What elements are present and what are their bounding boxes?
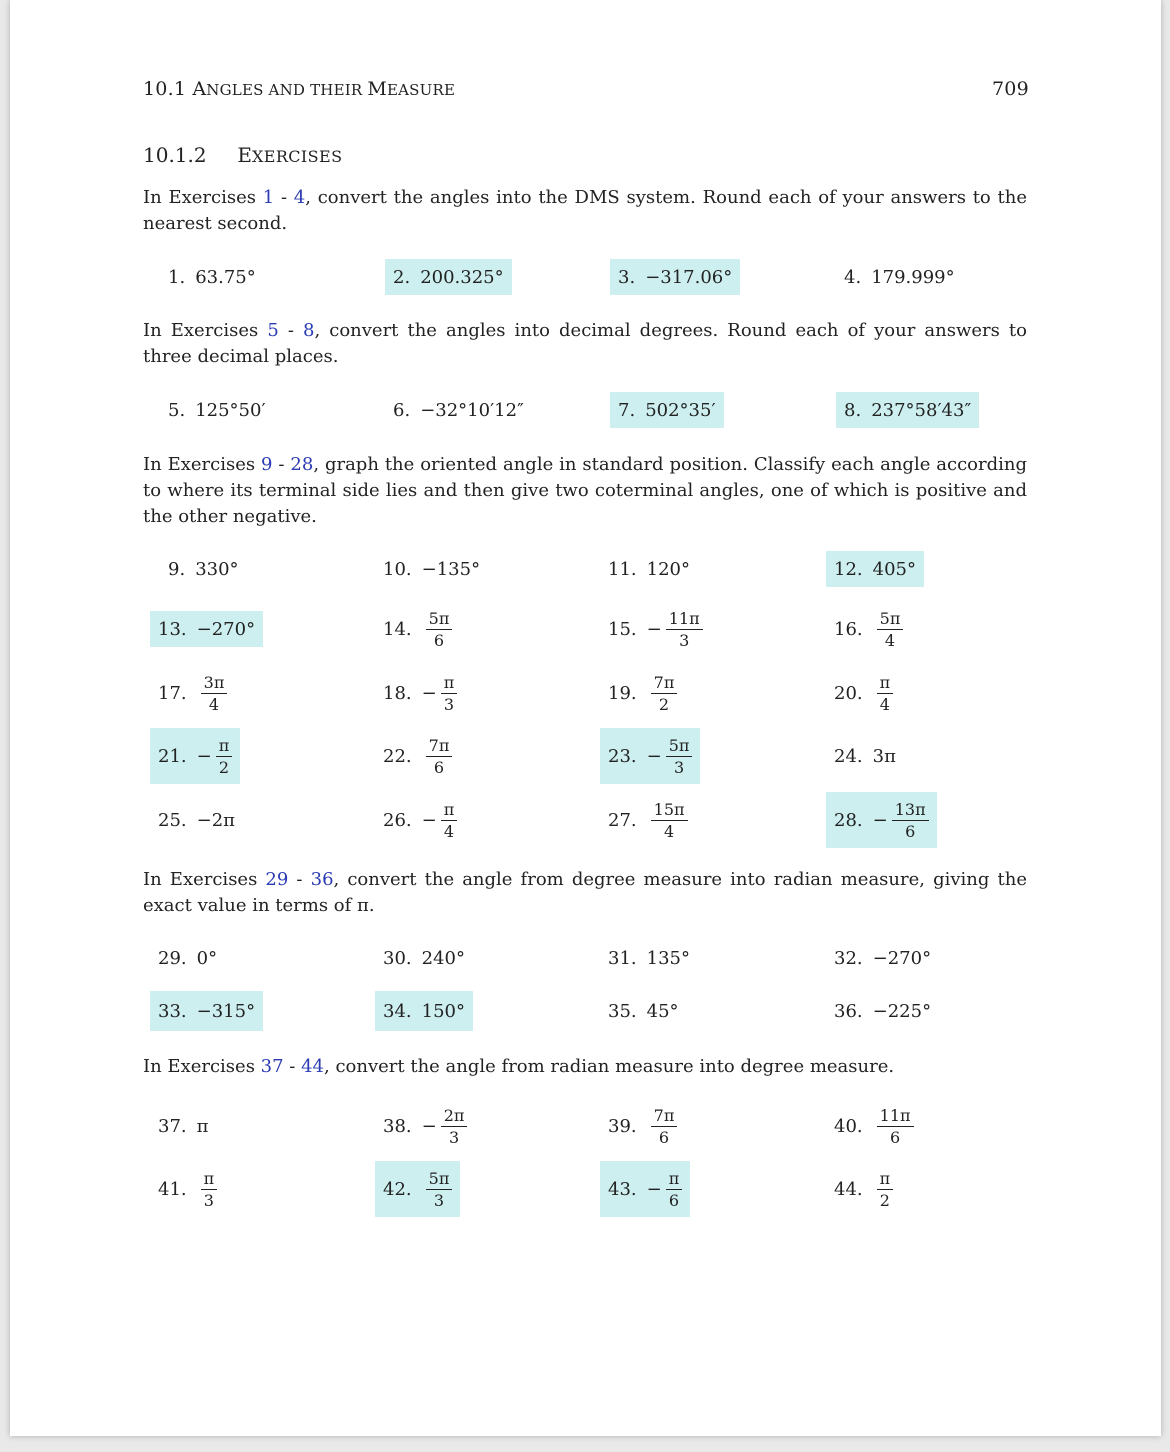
exercise-number: 6.: [393, 399, 411, 421]
fraction-numerator: π: [877, 1169, 894, 1190]
exercise-link-4[interactable]: 4: [293, 187, 306, 208]
instruction-text: , convert the angle from radian measure into degree measure.: [324, 1056, 895, 1077]
exercise-41: [158, 1161, 217, 1217]
instruction-dash: -: [272, 454, 291, 475]
exercise-17: [158, 665, 227, 721]
fraction-denominator: 3: [679, 630, 690, 650]
exercise-value: 150°: [421, 1000, 465, 1022]
exercise-number: 37.: [158, 1115, 187, 1137]
fraction-denominator: 6: [433, 630, 445, 650]
exercise-number: 20.: [834, 682, 863, 704]
exercise-fraction: [651, 1106, 678, 1147]
exercise-1: [168, 259, 256, 295]
exercise-sign: −: [646, 745, 662, 767]
exercise-sign: −: [196, 745, 212, 767]
exercise-fraction: [441, 673, 458, 714]
exercise-number: 21.: [158, 745, 187, 767]
fraction-denominator: 4: [663, 821, 675, 841]
exercise-number: 42.: [383, 1178, 412, 1200]
fraction-denominator: 2: [658, 694, 670, 714]
exercise-number: 35.: [608, 1000, 637, 1022]
exercise-27: [608, 792, 688, 848]
exercise-fraction: [426, 736, 453, 777]
exercise-11: [608, 551, 690, 587]
exercise-value: −270°: [872, 947, 932, 969]
exercise-number: 23.: [608, 745, 637, 767]
exercise-number: 30.: [383, 947, 412, 969]
exercise-2: [385, 259, 512, 295]
instruction-text: , convert the angles into the DMS system. Round each of your answers to the nearest second.: [143, 187, 1027, 234]
exercise-link-8[interactable]: 8: [303, 320, 315, 341]
exercise-value: 63.75°: [195, 266, 256, 288]
exercise-link-37[interactable]: 37: [260, 1056, 284, 1077]
exercise-number: 5.: [168, 399, 186, 421]
exercise-number: 36.: [834, 1000, 863, 1022]
exercise-fraction: [877, 609, 904, 650]
exercise-value: 125°50′: [195, 399, 266, 421]
exercise-number: 1.: [168, 266, 186, 288]
exercise-link-1[interactable]: 1: [262, 187, 275, 208]
instruction-text: In Exercises: [143, 320, 268, 341]
fraction-denominator: 6: [905, 821, 916, 841]
fraction-denominator: 3: [673, 757, 685, 777]
exercise-31: [608, 940, 690, 976]
exercise-18: [383, 665, 457, 721]
exercise-value: 0°: [196, 947, 218, 969]
subsection-number: 10.1.2: [143, 143, 207, 167]
exercise-22: [383, 728, 452, 784]
exercise-link-9[interactable]: 9: [261, 454, 273, 475]
exercise-number: 31.: [608, 947, 637, 969]
exercise-42: [375, 1161, 460, 1217]
exercise-value: 330°: [195, 558, 239, 580]
exercise-value: 200.325°: [420, 266, 504, 288]
exercise-number: 15.: [608, 618, 637, 640]
exercise-number: 13.: [158, 618, 187, 640]
exercise-number: 17.: [158, 682, 187, 704]
header-title-small-caps-tail: EASURE: [386, 81, 456, 99]
fraction-denominator: 3: [433, 1190, 445, 1210]
fraction-denominator: 6: [889, 1127, 901, 1147]
fraction-denominator: 6: [433, 757, 445, 777]
exercise-value: π: [196, 1115, 209, 1137]
header-section-number: 10.1: [143, 78, 187, 100]
exercise-number: 12.: [834, 558, 863, 580]
exercise-10: [383, 551, 480, 587]
exercise-4: [844, 259, 955, 295]
fraction-denominator: 3: [448, 1127, 460, 1147]
exercise-sign: −: [646, 618, 662, 640]
fraction-denominator: 4: [208, 694, 220, 714]
exercise-number: 38.: [383, 1115, 412, 1137]
exercise-29: [158, 940, 217, 976]
exercise-sign: −: [421, 1115, 437, 1137]
exercise-number: 22.: [383, 745, 412, 767]
instructions-exercises-37-44: [143, 1054, 1027, 1080]
exercise-number: 26.: [383, 809, 412, 831]
exercise-number: 27.: [608, 809, 637, 831]
exercise-number: 28.: [834, 809, 863, 831]
instruction-text: In Exercises: [143, 187, 263, 208]
exercise-number: 24.: [834, 745, 863, 767]
exercise-13: [150, 611, 263, 647]
exercise-30: [383, 940, 465, 976]
exercise-36: [834, 993, 931, 1029]
exercise-value: −32°10′12″: [420, 399, 524, 421]
exercise-value: −317.06°: [645, 266, 733, 288]
exercise-6: [393, 392, 524, 428]
exercise-link-28[interactable]: 28: [290, 454, 314, 475]
fraction-denominator: 3: [443, 694, 455, 714]
exercise-fraction: [201, 1169, 218, 1210]
exercise-8: [836, 392, 979, 428]
exercise-value: −270°: [196, 618, 256, 640]
fraction-numerator: π: [216, 736, 233, 757]
header-title-cap-a: A: [192, 78, 207, 100]
fraction-numerator: 5π: [426, 609, 453, 630]
exercise-number: 10.: [383, 558, 412, 580]
instruction-text: In Exercises: [143, 454, 262, 475]
exercise-14: [383, 601, 452, 657]
exercise-value: 179.999°: [871, 266, 955, 288]
exercise-value: 45°: [646, 1000, 679, 1022]
exercise-link-29[interactable]: 29: [265, 869, 289, 890]
exercise-number: 33.: [158, 1000, 187, 1022]
exercise-37: [158, 1108, 208, 1144]
exercise-5: [168, 392, 266, 428]
exercise-fraction: [651, 673, 678, 714]
subsection-heading: [143, 143, 342, 167]
instruction-text: , convert the angle from degree measure into radian measure, giving the exact value in terms of π.: [143, 869, 1027, 916]
exercise-number: 11.: [608, 558, 637, 580]
exercise-23: [600, 728, 700, 784]
exercise-44: [834, 1161, 893, 1217]
fraction-denominator: 3: [203, 1190, 214, 1210]
exercise-39: [608, 1098, 677, 1154]
exercise-20: [834, 665, 893, 721]
instruction-text: , convert the angles into decimal degrees. Round each of your answers to three decimal places.: [143, 320, 1027, 367]
exercise-number: 43.: [608, 1178, 637, 1200]
exercise-number: 8.: [844, 399, 862, 421]
exercise-fraction: [426, 1169, 453, 1210]
exercise-sign: −: [872, 809, 888, 831]
exercise-fraction: [441, 800, 458, 841]
exercise-7: [610, 392, 724, 428]
exercise-number: 34.: [383, 1000, 412, 1022]
fraction-numerator: 7π: [651, 1106, 678, 1127]
exercise-9: [168, 551, 239, 587]
header-title-cap-m: M: [367, 78, 387, 100]
exercise-value: 405°: [872, 558, 916, 580]
exercise-number: 39.: [608, 1115, 637, 1137]
exercise-15: [608, 601, 703, 657]
fraction-numerator: 11π: [877, 1106, 914, 1127]
exercise-number: 14.: [383, 618, 412, 640]
fraction-denominator: 4: [884, 630, 896, 650]
exercise-value: −2π: [196, 809, 236, 831]
instruction-dash: -: [274, 187, 294, 208]
fraction-numerator: 5π: [666, 736, 693, 757]
exercise-28: [826, 792, 937, 848]
fraction-denominator: 6: [668, 1190, 680, 1210]
instructions-exercises-5-8: [143, 318, 1027, 370]
exercise-34: [375, 991, 473, 1031]
fraction-numerator: 11π: [666, 609, 703, 630]
exercise-43: [600, 1161, 690, 1217]
exercise-link-44[interactable]: 44: [301, 1056, 325, 1077]
exercise-40: [834, 1098, 914, 1154]
instruction-dash: -: [288, 869, 311, 890]
fraction-denominator: 4: [879, 694, 890, 714]
exercise-number: 41.: [158, 1178, 187, 1200]
fraction-denominator: 2: [218, 757, 230, 777]
exercise-number: 2.: [393, 266, 411, 288]
exercise-number: 16.: [834, 618, 863, 640]
fraction-numerator: π: [201, 1169, 218, 1190]
exercise-sign: −: [646, 1178, 662, 1200]
exercise-number: 29.: [158, 947, 187, 969]
exercise-number: 9.: [168, 558, 186, 580]
exercise-fraction: [651, 800, 688, 841]
exercise-38: [383, 1098, 467, 1154]
subsection-title-cap: E: [237, 143, 252, 167]
exercise-16: [834, 601, 903, 657]
exercise-fraction: [877, 1169, 894, 1210]
exercise-sign: −: [421, 809, 437, 831]
exercise-number: 40.: [834, 1115, 863, 1137]
instruction-text: In Exercises: [143, 869, 266, 890]
document-page: [10, 0, 1161, 1436]
exercise-26: [383, 792, 457, 848]
exercise-value: 502°35′: [645, 399, 716, 421]
exercise-25: [158, 802, 235, 838]
instruction-text: In Exercises: [143, 1056, 261, 1077]
subsection-title-small-caps: XERCISES: [251, 147, 343, 166]
exercise-number: 25.: [158, 809, 187, 831]
exercise-number: 19.: [608, 682, 637, 704]
exercise-fraction: [201, 673, 228, 714]
fraction-numerator: 5π: [426, 1169, 453, 1190]
instruction-text: , graph the oriented angle in standard position. Classify each angle according to where its terminal side lies and then give two coterminal angles, one of which is positive and the other negative.: [143, 454, 1027, 527]
exercise-24: [834, 738, 896, 774]
fraction-numerator: π: [666, 1169, 683, 1190]
exercise-value: 120°: [646, 558, 690, 580]
exercise-33: [150, 991, 263, 1031]
fraction-numerator: π: [877, 673, 894, 694]
fraction-denominator: 4: [443, 821, 455, 841]
fraction-denominator: 2: [879, 1190, 890, 1210]
exercise-number: 4.: [844, 266, 862, 288]
exercise-link-36[interactable]: 36: [310, 869, 334, 890]
exercise-12: [826, 551, 924, 587]
exercise-number: 3.: [618, 266, 636, 288]
exercise-number: 32.: [834, 947, 863, 969]
instructions-exercises-1-4: [143, 185, 1027, 237]
exercise-number: 7.: [618, 399, 636, 421]
exercise-19: [608, 665, 677, 721]
exercise-fraction: [666, 1169, 683, 1210]
exercise-32: [834, 940, 931, 976]
instruction-dash: -: [278, 320, 303, 341]
exercise-link-5[interactable]: 5: [267, 320, 279, 341]
instructions-exercises-29-36: [143, 867, 1027, 919]
fraction-numerator: π: [441, 673, 458, 694]
fraction-numerator: π: [441, 800, 458, 821]
exercise-fraction: [666, 736, 693, 777]
exercise-value: 237°58′43″: [871, 399, 972, 421]
exercise-sign: −: [421, 682, 437, 704]
exercise-value: 135°: [646, 947, 690, 969]
exercise-fraction: [441, 1106, 468, 1147]
page-number: 709: [992, 78, 1029, 100]
header-title-small-caps: NGLES AND THEIR: [206, 81, 368, 99]
running-header-title: [143, 78, 455, 100]
instructions-exercises-9-28: [143, 452, 1027, 530]
exercise-21: [150, 728, 240, 784]
exercise-value: 3π: [872, 745, 896, 767]
exercise-35: [608, 993, 679, 1029]
fraction-numerator: 13π: [892, 800, 929, 821]
exercise-fraction: [892, 800, 929, 841]
exercise-fraction: [877, 673, 894, 714]
exercise-fraction: [216, 736, 233, 777]
fraction-numerator: 15π: [651, 800, 688, 821]
exercise-fraction: [426, 609, 453, 650]
exercise-number: 18.: [383, 682, 412, 704]
fraction-numerator: 7π: [651, 673, 678, 694]
instruction-dash: -: [283, 1056, 302, 1077]
exercise-value: −225°: [872, 1000, 932, 1022]
exercise-value: 240°: [421, 947, 465, 969]
fraction-numerator: 2π: [441, 1106, 468, 1127]
exercise-3: [610, 259, 740, 295]
exercise-fraction: [877, 1106, 914, 1147]
fraction-denominator: 6: [658, 1127, 670, 1147]
fraction-numerator: 7π: [426, 736, 453, 757]
fraction-numerator: 5π: [877, 609, 904, 630]
exercise-value: −135°: [421, 558, 481, 580]
exercise-fraction: [666, 609, 703, 650]
exercise-number: 44.: [834, 1178, 863, 1200]
fraction-numerator: 3π: [201, 673, 228, 694]
exercise-value: −315°: [196, 1000, 256, 1022]
